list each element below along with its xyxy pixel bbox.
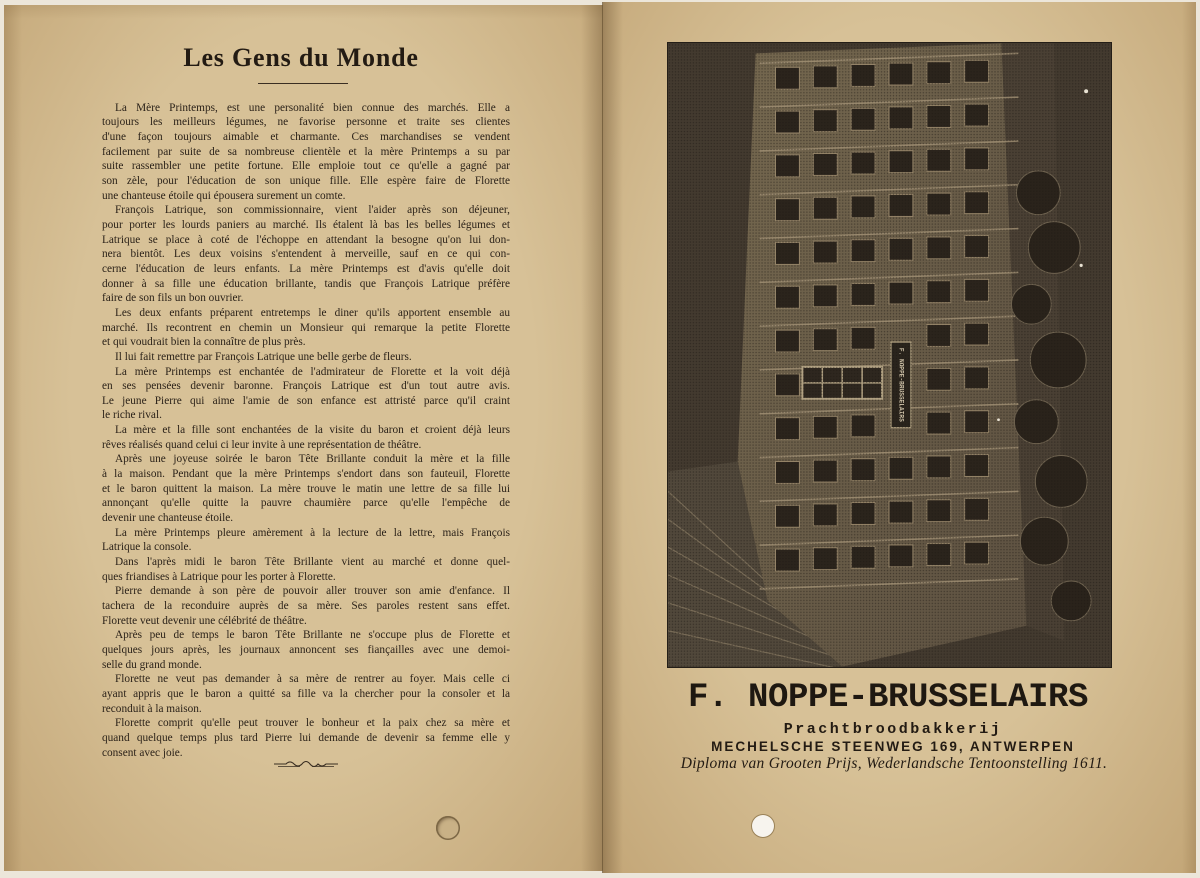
story-text (102, 101, 510, 761)
text-line: Après une joyeuse soirée le baron Tête Brillante conduit la mère et la fille (115, 453, 510, 466)
text-line: quelques jours après, les journaux annoncent ses fiançailles avec une demoi- (102, 643, 510, 656)
paragraph (102, 716, 510, 760)
text-line: La mère et la fille sont enchantées de la visite du baron et croient déjà leurs (115, 424, 510, 437)
paragraph (102, 452, 510, 525)
text-line: La Mère Printemps, est une personalité bien connue des marchés. Elle a (115, 101, 510, 114)
text-line: et le baron quittent la maison. La mère trouve le matin une lettre de sa fille lui (102, 482, 510, 495)
text-line: rêves réalisés quand celui ci leur invite à une représentation de théâtre. (102, 438, 422, 451)
paragraph (102, 526, 510, 555)
text-line: Florette comprit qu'elle peut trouver le bonheur et la paix chez sa mère et (115, 717, 510, 730)
text-line: consent avec joie. (102, 746, 183, 759)
ornament-divider-icon (272, 757, 340, 771)
text-line: facilement par suite de sa nombreuse clientèle et la mère Printemps a su par (102, 145, 510, 158)
text-line: Les deux enfants préparent entretemps le diner qu'ils apportent ensemble au (115, 306, 510, 319)
text-line: et qui voudrait bien la connaître de plus près. (102, 336, 306, 349)
text-line: annonçant qu'elle quitte la pauvre chaumière parce qu'elle l'empêche de (102, 497, 510, 510)
text-line: toujours les meilleurs légumes, ne favorise personne et traite ses clientes (102, 116, 510, 129)
title-rule (258, 83, 348, 84)
scan-speck (1080, 264, 1083, 267)
text-line: Pierre demande à son père de pouvoir aller trouver son amie d'enfance. Il (115, 585, 510, 598)
storefront-photo (667, 42, 1112, 668)
text-line: une chanteuse étoile qui épousera surement un comte. (102, 189, 346, 202)
text-line: devenir une chanteuse étoile. (102, 512, 234, 525)
text-line: reconduit à la maison. (102, 702, 202, 715)
punch-hole (436, 816, 460, 840)
advert-business-name: F. NOPPE-BRUSSELAIRS (687, 679, 1089, 717)
paragraph (102, 584, 510, 628)
text-line: Il lui fait remettre par François Latrique une belle gerbe de fleurs. (115, 350, 412, 363)
text-line: Florette ne veut pas demander à sa mère de rentrer au foyer. Mais celle ci (115, 673, 510, 686)
text-line: le riche rival. (102, 409, 162, 422)
text-line: ques friandises à Latrique pour les porter à Florette. (102, 570, 336, 583)
paragraph (102, 350, 510, 365)
paragraph (102, 555, 510, 584)
text-line: Latrique se place à coté de l'échoppe en attendant la besogne qu'on lui don- (102, 233, 510, 246)
advert-award: Diploma van Grooten Prijs, Wederlandsche Tentoonstelling 1611. (680, 755, 1108, 772)
text-line: selle du grand monde. (102, 658, 202, 671)
halftone-texture (668, 43, 1111, 666)
paragraph (102, 423, 510, 452)
text-line: en ses pensées devenir baronne. François Latrique est d'un tout autre avis. (102, 380, 510, 393)
text-line: ayant appris que le baron a quitté sa fille va la chercher pour la consoler et la (102, 687, 510, 700)
paragraph (102, 628, 510, 672)
text-line: pour porter les lourds paniers au marché. Ils étalent là bas les belles légumes et (102, 218, 510, 231)
text-line: tachera de la reconduire auprès de sa mère. Ses paroles restent sans effet. (102, 600, 510, 612)
text-line: son zèle, pour l'éducation de son unique fille. Elle espère faire de Florette (102, 174, 510, 187)
text-line: Dans l'après midi le baron Tête Brillante vient au marché et donne quel- (115, 556, 510, 569)
paragraph (102, 203, 510, 306)
text-line: François Latrique, son commissionnaire, vient l'aider après son déjeuner, (115, 204, 510, 217)
text-line: d'une façon toujours aimable et charmante. Ces marchandises se vendent (102, 131, 510, 143)
text-line: Le jeune Pierre qui aime l'amie de son enfance est attristé parce qu'il craint (102, 394, 510, 407)
text-line: Après peu de temps le baron Tête Brillante ne s'occupe plus de Florette et (115, 629, 510, 642)
text-line: à la maison. Pendant que la mère Printemps s'endort dans son fauteuil, Florette (102, 468, 510, 481)
paragraph (102, 306, 510, 350)
right-page (603, 2, 1196, 873)
advert-address: MECHELSCHE STEENWEG 169, ANTWERPEN (711, 739, 1075, 754)
paragraph (102, 672, 510, 716)
ornament-stroke (274, 762, 338, 767)
paragraph (102, 365, 510, 424)
paragraph (102, 101, 510, 204)
text-line: suite rassembler une petite fortune. Elle emploie tout ce qu'elle a gagné par (102, 160, 510, 173)
text-line: La mère Printemps pleure amèrement à la lecture de la lettre, mais François (115, 526, 510, 539)
text-line: donner à sa fille une éducation brillante, tandis que François Latrique préfère (102, 277, 510, 290)
text-line: Latrique la console. (102, 541, 192, 554)
scan-speck (1084, 89, 1088, 93)
advert-trade: Prachtbroodbakkerij (783, 721, 1003, 738)
shop-sign-text: F. NOPPE-BRUSSELAIRS (897, 347, 905, 422)
left-page (4, 5, 603, 871)
text-line: faire de son fils un bon ouvrier. (102, 292, 244, 305)
text-line: quand quelque temps plus tard Pierre lui demande de devenir sa femme elle y (102, 731, 510, 744)
text-line: La mère Printemps est enchantée de l'admirateur de Florette et la voit déjà (115, 365, 510, 378)
text-line: Florette veut devenir une célébrité de théâtre. (102, 614, 307, 627)
text-line: marché. Ils recontrent en chemin un Monsieur qui remarque la petite Florette (102, 321, 510, 334)
punch-hole (752, 815, 774, 837)
scan-speck (997, 418, 1000, 421)
text-line: nera bientôt. Les deux voisins s'entendent à merveille, sauf en ce qui con- (102, 248, 510, 261)
text-line: cerne l'éducation de leurs enfants. La mère Printemps est d'avis qu'elle doit (102, 262, 510, 275)
page-title: Les Gens du Monde (183, 43, 419, 72)
building-illustration (668, 43, 1111, 667)
